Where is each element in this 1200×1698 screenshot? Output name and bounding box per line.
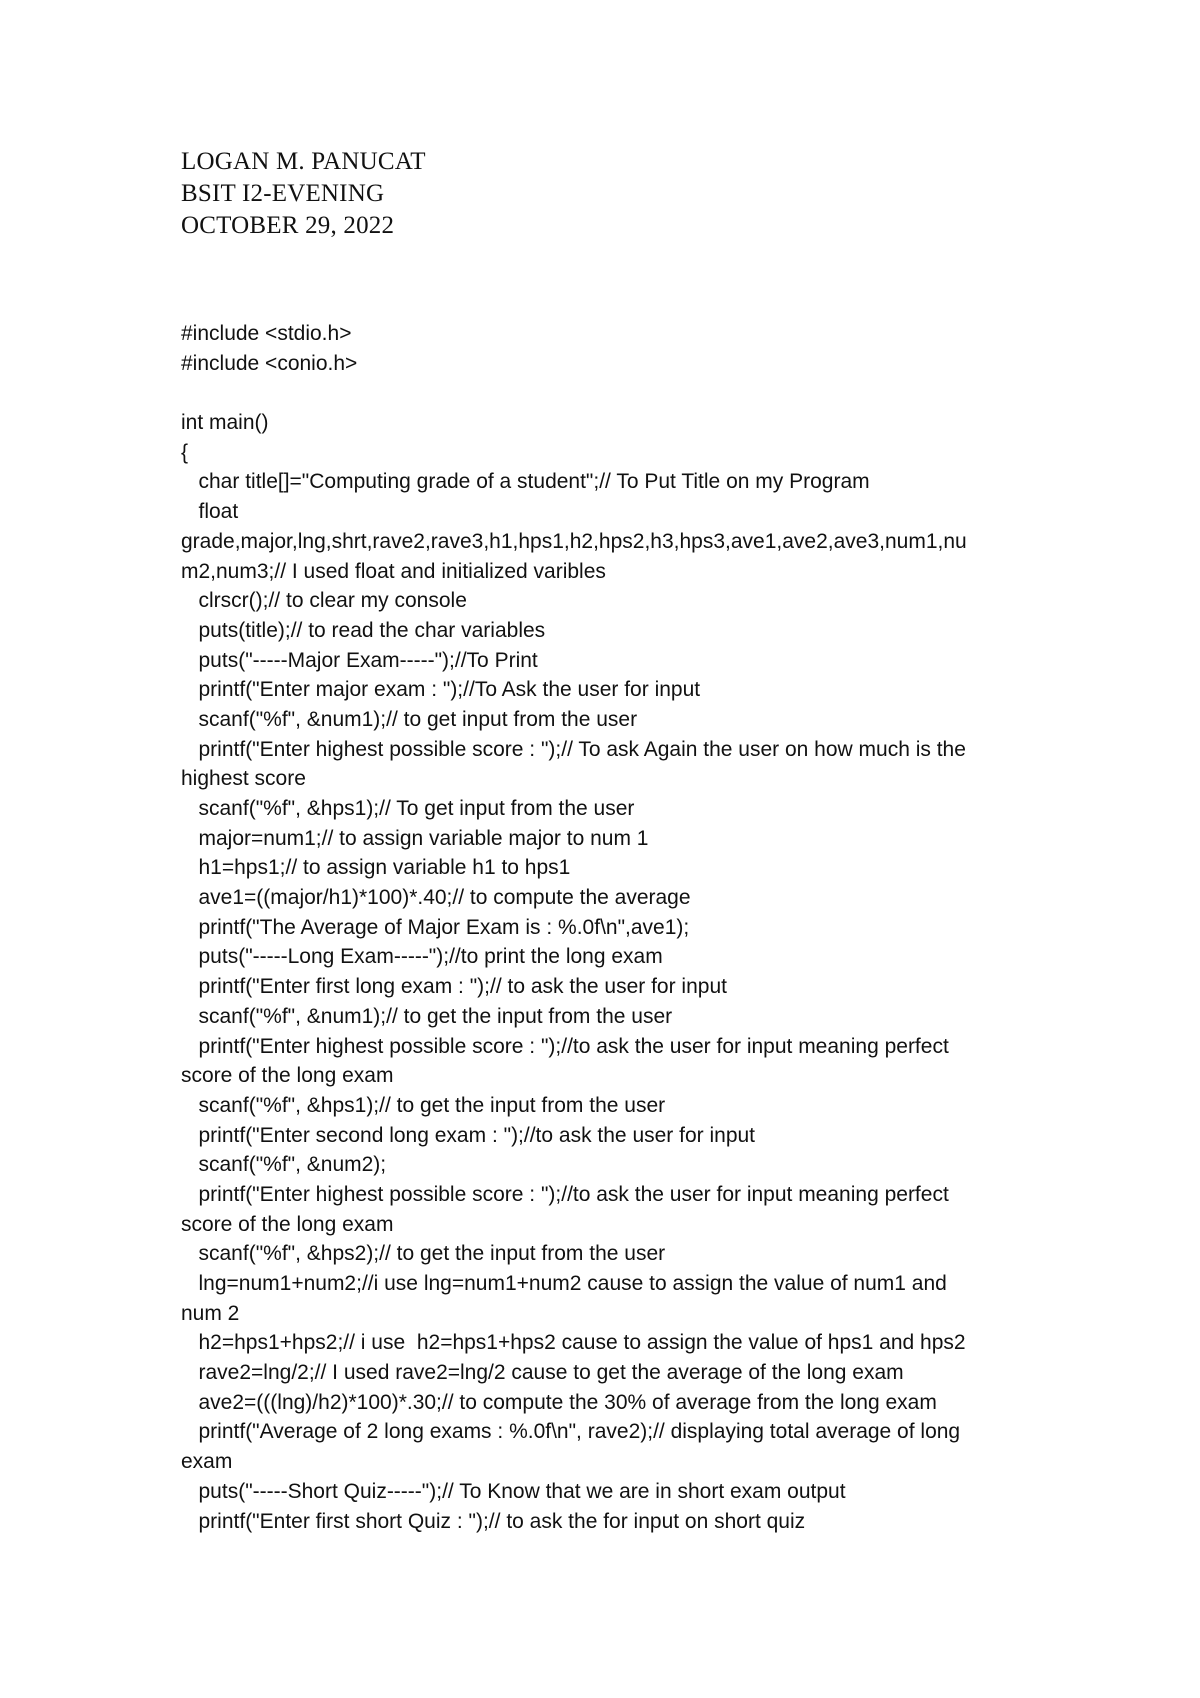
code-line: printf("Enter highest possible score : ");//to ask the user for input meaning perfect bbox=[181, 1182, 949, 1206]
code-line: score of the long exam bbox=[181, 1064, 394, 1088]
code-line: scanf("%f", &hps1);// to get the input from the user bbox=[181, 1093, 666, 1117]
document-header bbox=[181, 146, 426, 242]
code-line: num 2 bbox=[181, 1301, 240, 1325]
code-line: puts(title);// to read the char variables bbox=[181, 618, 546, 642]
author-name: LOGAN M. PANUCAT bbox=[181, 148, 426, 175]
code-line: char title[]="Computing grade of a student";// To Put Title on my Program bbox=[181, 470, 870, 494]
code-line: puts("-----Major Exam-----");//To Print bbox=[181, 648, 538, 672]
code-line: printf("Average of 2 long exams : %.0f\n", rave2);// displaying total average of long bbox=[181, 1420, 961, 1444]
code-line: scanf("%f", &num1);// to get input from the user bbox=[181, 707, 638, 731]
code-line bbox=[181, 378, 1041, 408]
code-line: #include <conio.h> bbox=[181, 351, 358, 375]
document-date: OCTOBER 29, 2022 bbox=[181, 212, 395, 239]
code-line: exam bbox=[181, 1450, 233, 1474]
code-line: highest score bbox=[181, 767, 306, 791]
code-line: score of the long exam bbox=[181, 1212, 394, 1236]
code-line: printf("Enter first long exam : ");// to ask the user for input bbox=[181, 975, 727, 999]
code-line: ave1=((major/h1)*100)*.40;// to compute the average bbox=[181, 886, 691, 910]
code-line: puts("-----Short Quiz-----");// To Know that we are in short exam output bbox=[181, 1479, 846, 1503]
code-line: printf("Enter first short Quiz : ");// to ask the for input on short quiz bbox=[181, 1509, 806, 1533]
class-section: BSIT I2-EVENING bbox=[181, 180, 385, 207]
code-line: printf("Enter major exam : ");//To Ask the user for input bbox=[181, 678, 701, 702]
code-line: scanf("%f", &num2); bbox=[181, 1153, 387, 1177]
code-line: m2,num3;// I used float and initialized varibles bbox=[181, 559, 606, 583]
code-line: printf("Enter highest possible score : ");//to ask the user for input meaning perfect bbox=[181, 1034, 949, 1058]
code-line: { bbox=[181, 440, 189, 464]
code-line: ave2=(((lng)/h2)*100)*.30;// to compute the 30% of average from the long exam bbox=[181, 1390, 937, 1414]
code-listing bbox=[181, 319, 1041, 1536]
code-line: printf("Enter second long exam : ");//to ask the user for input bbox=[181, 1123, 756, 1147]
code-line: h2=hps1+hps2;// i use h2=hps1+hps2 cause to assign the value of hps1 and hps2 bbox=[181, 1331, 966, 1355]
code-line: int main() bbox=[181, 411, 269, 435]
code-line: printf("The Average of Major Exam is : %.0f\n",ave1); bbox=[181, 915, 690, 939]
code-line: rave2=lng/2;// I used rave2=lng/2 cause to get the average of the long exam bbox=[181, 1361, 904, 1385]
code-line: scanf("%f", &hps1);// To get input from the user bbox=[181, 797, 635, 820]
code-line: printf("Enter highest possible score : ");// To ask Again the user on how much is the bbox=[181, 737, 966, 761]
code-line: grade,major,lng,shrt,rave2,rave3,h1,hps1,h2,hps2,h3,hps3,ave1,ave2,ave3,num1,nu bbox=[181, 529, 967, 553]
code-line: #include <stdio.h> bbox=[181, 322, 352, 345]
code-line: puts("-----Long Exam-----");//to print the long exam bbox=[181, 945, 663, 969]
code-line: h1=hps1;// to assign variable h1 to hps1 bbox=[181, 856, 571, 880]
code-line: float bbox=[181, 500, 239, 524]
code-line: clrscr();// to clear my console bbox=[181, 589, 467, 613]
code-line: lng=num1+num2;//i use lng=num1+num2 cause to assign the value of num1 and bbox=[181, 1272, 947, 1295]
code-line: scanf("%f", &hps2);// to get the input from the user bbox=[181, 1242, 666, 1266]
code-line: scanf("%f", &num1);// to get the input from the user bbox=[181, 1004, 673, 1028]
code-line: major=num1;// to assign variable major to num 1 bbox=[181, 826, 649, 850]
